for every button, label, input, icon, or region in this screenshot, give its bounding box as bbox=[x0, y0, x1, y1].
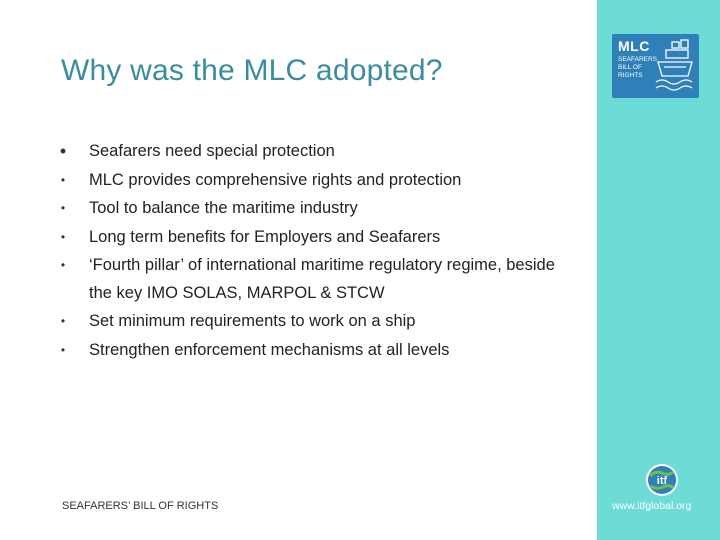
list-item bbox=[56, 194, 576, 223]
itf-globe-icon bbox=[645, 463, 679, 497]
website-url: www.itfglobal.org bbox=[612, 500, 692, 512]
bullet-text: Long term benefits for Employers and Seafarers bbox=[89, 227, 441, 246]
bullet-icon: • bbox=[60, 258, 66, 273]
list-item bbox=[56, 307, 576, 336]
bullet-icon: • bbox=[60, 314, 66, 329]
bullet-text: Tool to balance the maritime industry bbox=[89, 199, 358, 218]
bullet-icon: • bbox=[60, 201, 66, 216]
list-item bbox=[56, 166, 576, 195]
bullet-text: ‘Fourth pillar’ of international maritime regulatory regime, beside the key IMO SOLAS, MARPOL & STCW bbox=[89, 256, 555, 303]
mlc-logo bbox=[612, 34, 699, 98]
footer-caption: SEAFARERS’ BILL OF RIGHTS bbox=[62, 500, 219, 512]
bullet-text: Set minimum requirements to work on a ship bbox=[89, 312, 416, 331]
slide-title: Why was the MLC adopted? bbox=[61, 54, 443, 87]
list-item bbox=[56, 223, 576, 252]
list-item bbox=[56, 336, 576, 365]
bullet-text: MLC provides comprehensive rights and protection bbox=[89, 170, 462, 189]
bullet-icon: • bbox=[60, 229, 66, 244]
bullet-icon: • bbox=[60, 342, 66, 357]
mlc-logo-title: MLC bbox=[618, 38, 650, 54]
mlc-logo-subtitle: SEAFARERS BILL OF RIGHTS bbox=[618, 56, 658, 79]
bullet-text: Seafarers need special protection bbox=[89, 142, 335, 160]
bullet-icon: • bbox=[59, 141, 67, 161]
list-item bbox=[56, 137, 576, 166]
bullet-icon: • bbox=[60, 172, 66, 187]
bullet-list bbox=[56, 137, 576, 365]
list-item bbox=[56, 251, 576, 307]
itf-logo-label: itf bbox=[656, 475, 668, 487]
bullet-text: Strengthen enforcement mechanisms at all levels bbox=[89, 340, 450, 359]
ship-icon bbox=[654, 38, 696, 94]
